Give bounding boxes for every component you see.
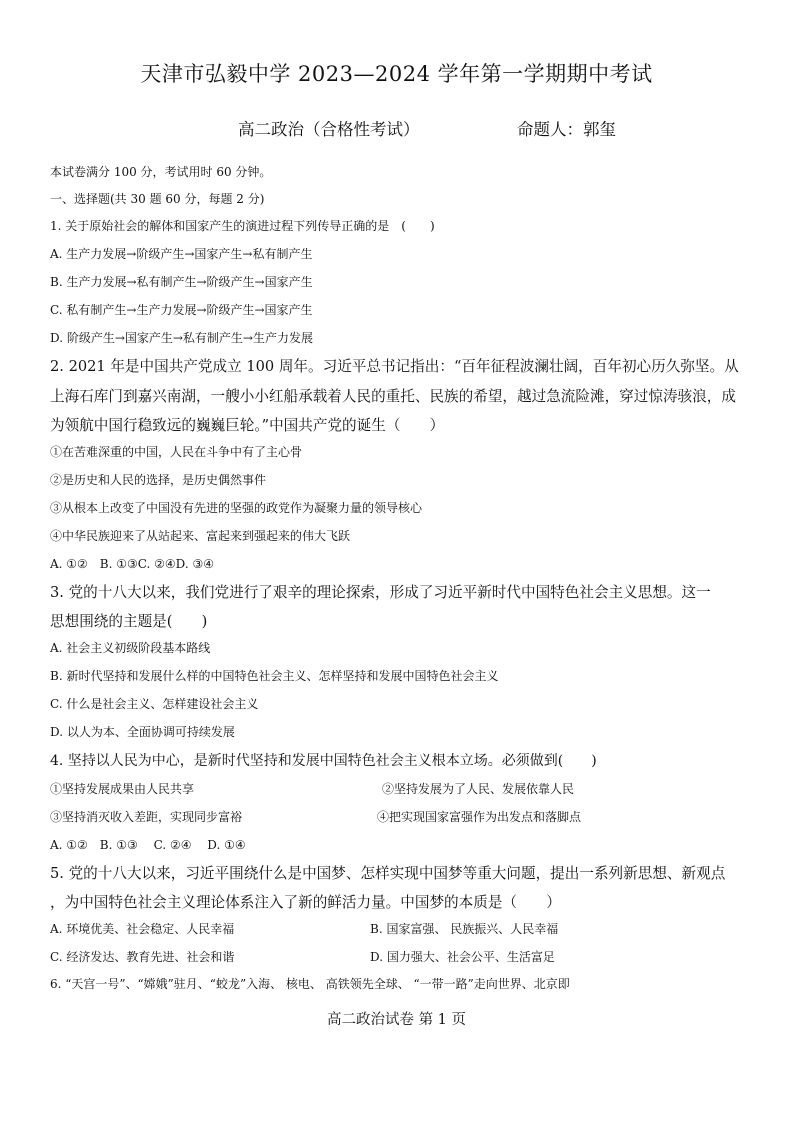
- q4-answers: A. ①② B. ①③ C. ②④ D. ①④: [50, 838, 246, 852]
- exam-author: 命题人：郭玺: [517, 120, 616, 139]
- q5-option-d: D. 国力强大、社会公平、生活富足: [370, 950, 555, 964]
- q2-line-3: 为领航中国行稳致远的巍巍巨轮。”中国共产党的诞生（ ）: [50, 417, 445, 434]
- q2-option-4: ④中华民族迎来了从站起来、富起来到强起来的伟大飞跃: [50, 529, 351, 543]
- q5-line-1: 5. 党的十八大以来，习近平围绕什么是中国梦、怎样实现中国梦等重大问题，提出一系列新思想、新观点: [50, 865, 726, 882]
- q2-line-1: 2. 2021 年是中国共产党成立 100 周年。习近平总书记指出：“百年征程波澜壮阔，百年初心历久弥坚。从: [50, 358, 739, 375]
- page-footer: 高二政治试卷 第 1 页: [326, 1012, 467, 1028]
- q5-option-b: B. 国家富强、 民族振兴、人民幸福: [370, 922, 559, 936]
- q1-option-b: B. 生产力发展→私有制产生→阶级产生→国家产生: [50, 275, 313, 289]
- q2-answers: A. ①② B. ①③C. ②④D. ③④: [50, 557, 215, 571]
- q2-line-2: 上海石库门到嘉兴南湖，一艘小小红船承载着人民的重托、民族的希望，越过急流险滩，穿过惊涛骇浪，成: [50, 388, 736, 405]
- q4-option-2: ②坚持发展为了人民、发展依靠人民: [382, 782, 575, 796]
- q1-option-c: C. 私有制产生→生产力发展→阶级产生→国家产生: [50, 303, 313, 317]
- q2-option-3: ③从根本上改变了中国没有先进的坚强的政党作为凝聚力量的领导核心: [50, 501, 423, 515]
- q3-line-1: 3. 党的十八大以来，我们党进行了艰辛的理论探索，形成了习近平新时代中国特色社会主义思想。这一: [50, 584, 711, 601]
- q3-option-d: D. 以人为本、全面协调可持续发展: [50, 725, 235, 739]
- q6-line-1: 6. “天宫一号”、“嫦娥”驻月、“蛟龙”入海、 核电、 高铁领先全球、 “一带一路”走向世界、北京即: [50, 977, 570, 991]
- section-heading: 一、选择题(共 30 题 60 分，每题 2 分): [50, 192, 265, 206]
- exam-title: 天津市弘毅中学 2023—2024 学年第一学期期中考试: [140, 62, 653, 86]
- q5-option-a: A. 环境优美、社会稳定、人民幸福: [50, 922, 235, 936]
- q1-option-a: A. 生产力发展→阶级产生→国家产生→私有制产生: [50, 247, 313, 261]
- q2-option-2: ②是历史和人民的选择，是历史偶然事件: [50, 473, 267, 487]
- q2-option-1: ①在苦难深重的中国，人民在斗争中有了主心骨: [50, 445, 303, 459]
- q4-option-4: ④把实现国家富强作为出发点和落脚点: [377, 810, 582, 824]
- q1-option-d: D. 阶级产生→国家产生→私有制产生→生产力发展: [50, 331, 313, 345]
- q3-line-2: 思想围绕的主题是( ): [50, 613, 208, 630]
- q5-line-2: ，为中国特色社会主义理论体系注入了新的鲜活力量。中国梦的本质是（ ）: [50, 894, 561, 911]
- q5-option-c: C. 经济发达、教育先进、社会和谐: [50, 950, 235, 964]
- q4-option-3: ③坚持消灭收入差距，实现同步富裕: [50, 810, 243, 824]
- q3-option-a: A. 社会主义初级阶段基本路线: [50, 641, 211, 655]
- q4-stem: 4. 坚持以人民为中心，是新时代坚持和发展中国特色社会主义根本立场。必须做到( ): [50, 753, 597, 769]
- q3-option-b: B. 新时代坚持和发展什么样的中国特色社会主义、怎样坚持和发展中国特色社会主义: [50, 669, 499, 683]
- exam-subtitle: 高二政治（合格性考试）: [238, 120, 420, 139]
- q1-stem: 1. 关于原始社会的解体和国家产生的演进过程下列传导正确的是 ( ): [50, 219, 435, 233]
- q4-option-1: ①坚持发展成果由人民共享: [50, 782, 195, 796]
- exam-note: 本试卷满分 100 分，考试用时 60 分钟。: [50, 165, 272, 179]
- q3-option-c: C. 什么是社会主义、怎样建设社会主义: [50, 697, 259, 711]
